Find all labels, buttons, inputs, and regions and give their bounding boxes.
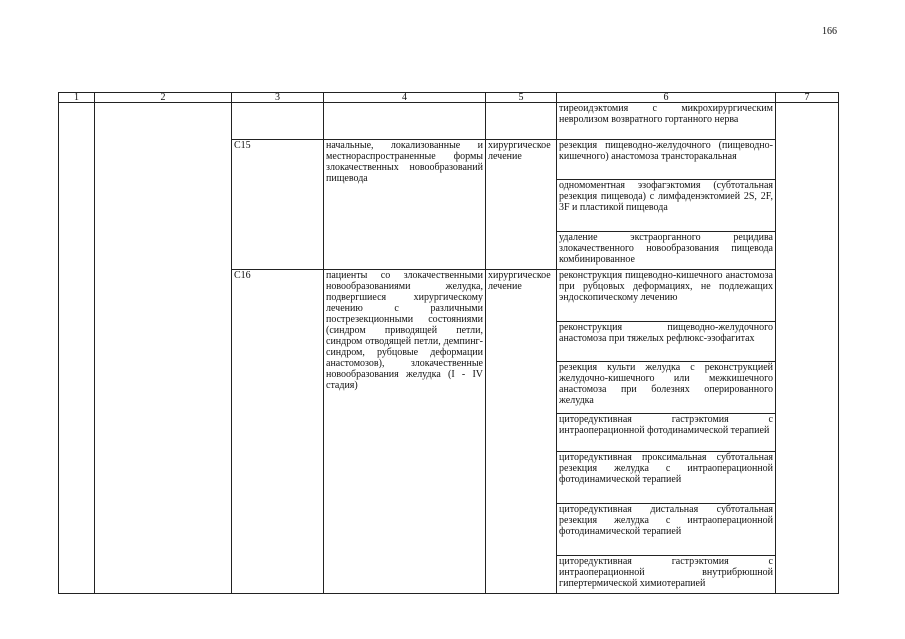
cell-col1 (59, 103, 95, 594)
column-number: 1 (59, 93, 95, 103)
treatment-method: реконструкция пищеводно-кишечного анастомоза при рубцовых деформациях, не подлежащих эндоскопическому лечению (557, 270, 776, 322)
column-number: 7 (776, 93, 839, 103)
treatment-type: хирургическое лечение (486, 270, 557, 594)
medical-care-table (58, 92, 839, 594)
treatment-method: циторедуктивная гастрэктомия с интраоперационной фотодинамической терапией (557, 414, 776, 452)
column-number: 5 (486, 93, 557, 103)
column-number: 3 (232, 93, 324, 103)
treatment-method: резекция культи желудка с реконструкцией желудочно-кишечного или межкишечного анастомоза при болезнях оперированного желудка (557, 362, 776, 414)
cell-col7 (776, 103, 839, 594)
treatment-method: резекция пищеводно-желудочного (пищеводно-кишечного) анастомоза трансторакальная (557, 140, 776, 180)
treatment-method: удаление экстраорганного рецидива злокачественного новообразования пищевода комбинированное (557, 232, 776, 270)
cell-col5 (486, 103, 557, 140)
column-number-row (59, 93, 839, 103)
treatment-method: циторедуктивная проксимальная субтотальная резекция желудка с интраоперационной фотодинамической терапией (557, 452, 776, 504)
table-row (59, 103, 839, 140)
column-number: 4 (324, 93, 486, 103)
treatment-method: реконструкция пищеводно-желудочного анастомоза при тяжелых рефлюкс-эзофагитах (557, 322, 776, 362)
treatment-method: одномоментная эзофагэктомия (субтотальная резекция пищевода) с лимфаденэктомией 2S, 2F, 3F и пластикой пищевода (557, 180, 776, 232)
diagnosis-code: C15 (232, 140, 324, 270)
diagnosis-code: C16 (232, 270, 324, 594)
page-number: 166 (822, 26, 837, 37)
treatment-method: тиреоидэктомия с микрохирургическим невролизом возвратного гортанного нерва (557, 103, 776, 140)
patient-model: пациенты со злокачественными новообразованиями желудка, подвергшиеся хирургическому лечению с различными пострезекционными состояниями (синдром приводящей петли, синдром отводящей петли, демпинг-синдром, рубцовые деформации анастомозов), злокачественные новообразования желудка (I - IV стадия) (324, 270, 486, 594)
treatment-type: хирургическое лечение (486, 140, 557, 270)
cell-col4 (324, 103, 486, 140)
cell-col3 (232, 103, 324, 140)
treatment-method: циторедуктивная гастрэктомия с интраоперационной внутрибрюшной гипертермической химиотерапией (557, 556, 776, 594)
column-number: 6 (557, 93, 776, 103)
treatment-method: циторедуктивная дистальная субтотальная резекция желудка с интраоперационной фотодинамической терапией (557, 504, 776, 556)
patient-model: начальные, локализованные и местнораспространенные формы злокачественных новообразований пищевода (324, 140, 486, 270)
column-number: 2 (95, 93, 232, 103)
cell-col2 (95, 103, 232, 594)
